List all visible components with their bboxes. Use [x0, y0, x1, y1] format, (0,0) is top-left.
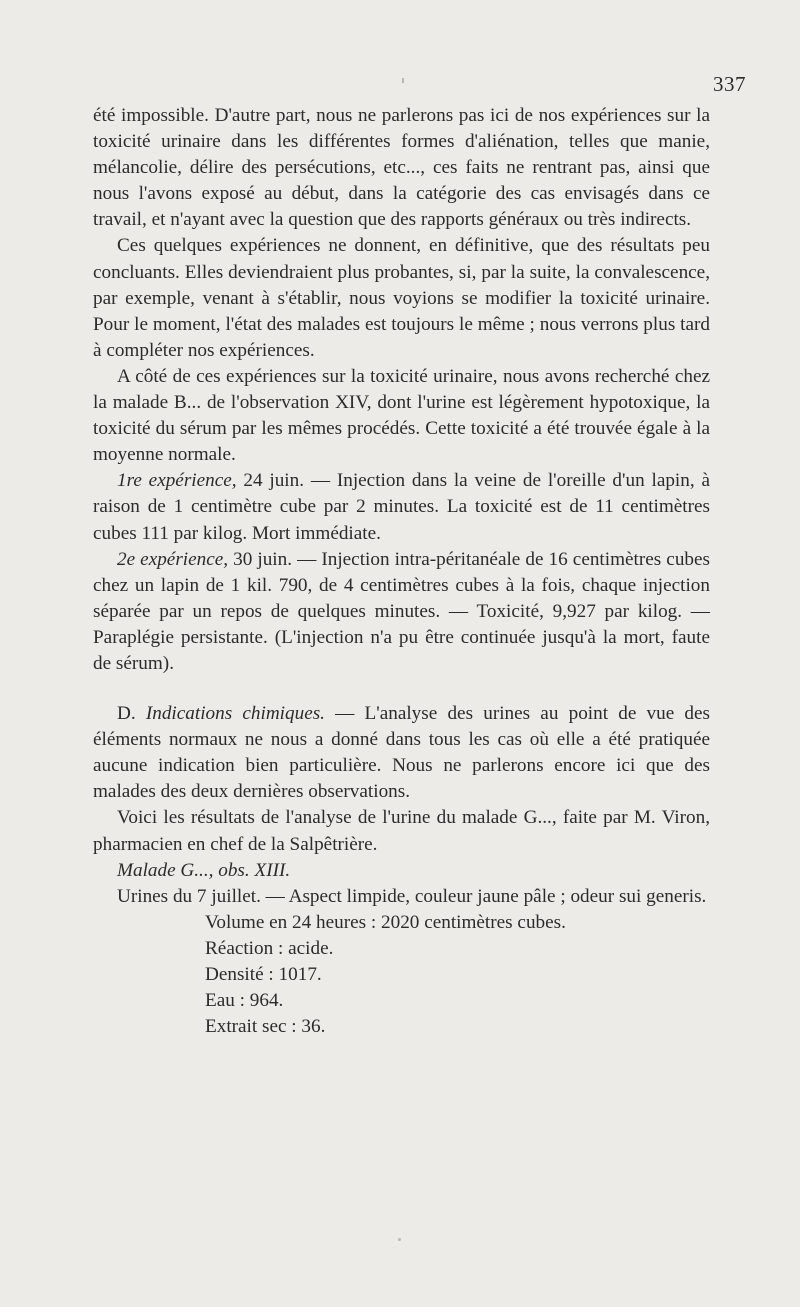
paragraph-7: Voici les résultats de l'analyse de l'urine du malade G..., faite par M. Viron, pharmacien en chef de la Salpêtrière.: [93, 807, 710, 855]
experiment-2-text: 30 juin. — Injection intra-péritanéale de 16 centimètres cubes chez un lapin de 1 kil. 790, de 4 centimètres cubes à la fois, chaque injection séparée par un repos de quelques minutes. — Toxicité, 9,927 par kilog. — Paraplégie persistante. (L'injection n'a pu être continuée jusqu'à la mort, faute de sérum).: [93, 548, 710, 674]
result-item: Volume en 24 heures : 2020 centimètres cubes.: [205, 911, 566, 933]
section-d-text: — L'analyse des urines au point de vue des éléments normaux ne nous a donné dans tous les cas où elle a été pratiquée aucune indication bien particulière. Nous ne parlerons encore ici que des malades des deux dernières observations.: [93, 703, 711, 803]
paragraph-9: Urines du 7 juillet. — Aspect limpide, couleur jaune pâle ; odeur sui generis.: [117, 885, 707, 907]
paper-speck: [398, 1238, 401, 1241]
page-number: 337: [713, 72, 746, 96]
paragraph-3: A côté de ces expériences sur la toxicité urinaire, nous avons recherché chez la malade B... de l'observation XIV, dont l'urine est légèrement hypotoxique, la toxicité du sérum par les mêmes procédés. Cette toxicité a été trouvée égale à la moyenne normale.: [93, 365, 710, 466]
paragraph-2: Ces quelques expériences ne donnent, en définitive, que des résultats peu concluants. Elles deviendraient plus probantes, si, par la suite, la convalescence, par exemple, venant à s'établir, nous voyions se modifier la toxicité urinaire. Pour le moment, l'état des malades est toujours le même ; nous verrons plus tard à compléter nos expériences.: [93, 235, 710, 361]
section-d-prefix: D.: [117, 703, 146, 725]
results-list: [205, 910, 710, 1040]
paragraph-1: été impossible. D'autre part, nous ne parlerons pas ici de nos expériences sur la toxicité urinaire dans les différentes formes d'aliénation, telles que manie, mélancolie, délire des persécutions, etc..., ces faits ne rentrant pas, ainsi que nous l'avons exposé au début, dans la catégorie des cas envisagés dans ce travail, et n'ayant avec la question que des rapports généraux ou très indirects.: [93, 105, 710, 231]
result-item: Extrait sec : 36.: [205, 1016, 326, 1038]
paper-speck: [402, 78, 404, 83]
section-d-heading: Indications chimiques.: [145, 703, 325, 725]
paragraph-4: [93, 468, 710, 546]
paragraph-5: [93, 547, 710, 677]
paragraph-6: [93, 701, 710, 805]
result-item: Réaction : acide.: [205, 937, 334, 959]
result-item: Eau : 964.: [205, 990, 284, 1012]
page-body: [93, 103, 710, 1040]
experiment-1-label: 1re expérience,: [117, 470, 237, 492]
experiment-2-label: 2e expérience,: [117, 548, 229, 570]
patient-heading: Malade G..., obs. XIII.: [117, 859, 291, 881]
experiment-1-text: 24 juin. — Injection dans la veine de l'oreille d'un lapin, à raison de 1 centimètre cube par 2 minutes. La toxicité est de 11 centimètres cubes 111 par kilog. Mort immédiate.: [93, 470, 710, 544]
result-item: Densité : 1017.: [205, 964, 322, 985]
